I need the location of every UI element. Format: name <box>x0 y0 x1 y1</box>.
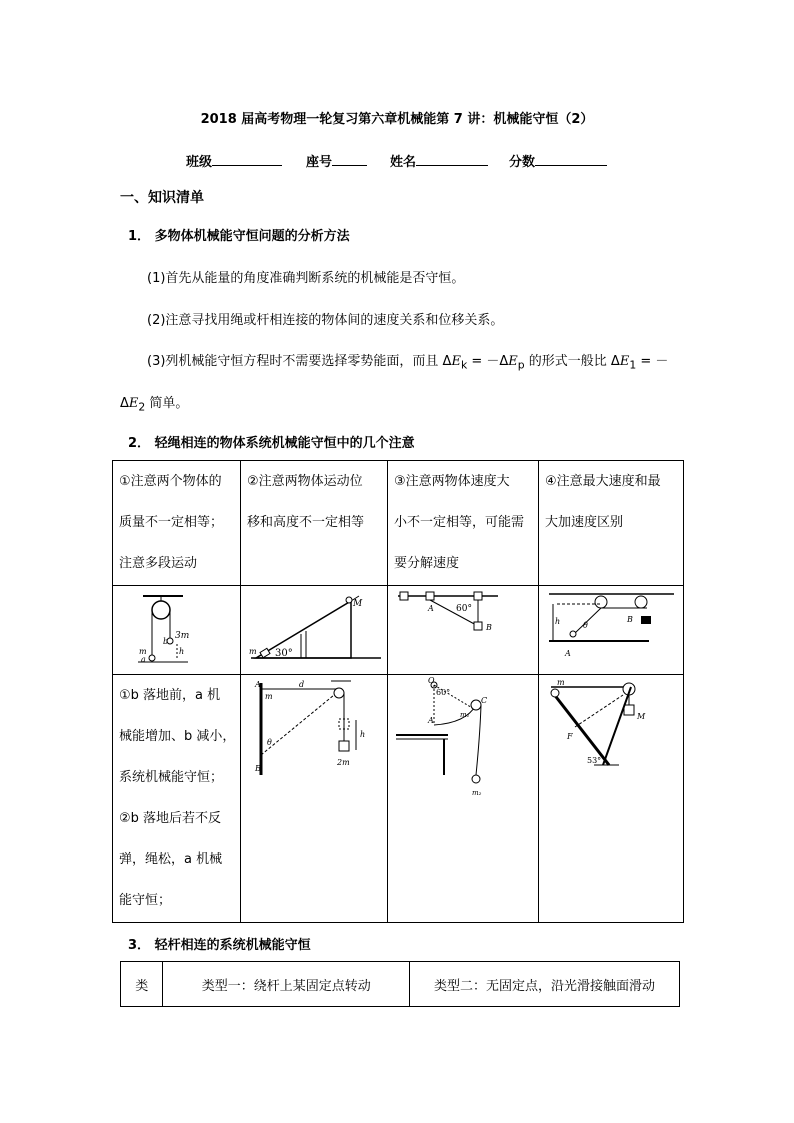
svg-text:B: B <box>255 764 261 773</box>
svg-text:2m: 2m <box>337 758 350 767</box>
item2-title: 2． 轻绳相连的物体系统机械能守恒中的几个注意 <box>128 436 415 451</box>
rope-system-table <box>112 460 684 923</box>
class-label: 班级 <box>186 155 213 170</box>
note-cell-3: ③注意两物体速度大 小不一定相等，可能需 要分解速度 <box>388 461 539 586</box>
svg-text:B: B <box>627 615 633 624</box>
note-cell-1: ①注意两个物体的 质量不一定相等； 注意多段运动 <box>113 461 241 586</box>
label-3m: 3m <box>175 631 190 641</box>
svg-text:B: B <box>486 623 492 632</box>
inclined-rod-figure <box>539 675 683 805</box>
section-heading: 一、知识清单 <box>120 190 204 206</box>
note-cell-2: ②注意两物体运动位 移和高度不一定相等 <box>241 461 388 586</box>
rod-slider-figure <box>388 586 538 670</box>
svg-text:A: A <box>255 680 261 689</box>
svg-text:60°: 60° <box>436 688 451 697</box>
name-field <box>390 151 488 170</box>
item1-p3-line2: $\Delta E_2$ 简单。 <box>120 396 189 414</box>
rod-table-col1: 类 <box>121 962 163 1007</box>
seat-field <box>306 151 367 170</box>
class-field <box>186 151 282 170</box>
svg-text:M: M <box>637 712 646 721</box>
svg-text:θ: θ <box>267 738 272 747</box>
rod-table-col2: 类型一：绕杆上某固定点转动 <box>163 962 410 1007</box>
item1-p3: (3)列机械能守恒方程时不需要选择零势能面，而且 $\Delta E_k = -\Delta E_p$ 的形式一般比 $\Delta E_1$ = － <box>147 354 669 372</box>
name-label: 姓名 <box>390 155 417 170</box>
name-blank[interactable] <box>416 153 488 166</box>
svg-text:53°: 53° <box>587 756 602 765</box>
svg-text:θ: θ <box>583 621 588 630</box>
svg-text:h: h <box>179 647 185 656</box>
seat-label: 座号 <box>306 155 333 170</box>
class-blank[interactable] <box>212 153 282 166</box>
pulley-figure <box>113 586 240 670</box>
svg-text:O: O <box>428 676 435 685</box>
svg-text:m₂: m₂ <box>472 789 482 797</box>
svg-text:F: F <box>567 732 573 741</box>
figure-cell-1 <box>113 586 241 675</box>
rod-system-table <box>120 961 680 1007</box>
svg-text:A: A <box>565 649 571 658</box>
score-field <box>509 151 607 170</box>
svg-text:C: C <box>481 696 488 705</box>
figure-cell-2 <box>241 586 388 675</box>
score-label: 分数 <box>509 155 536 170</box>
score-blank[interactable] <box>535 153 607 166</box>
svg-text:d: d <box>299 680 305 689</box>
seat-blank[interactable] <box>332 153 367 166</box>
item1-p1: (1)首先从能量的角度准确判断系统的机械能是否守恒。 <box>147 271 465 286</box>
svg-text:b: b <box>163 637 169 646</box>
vertical-rod-figure <box>241 675 387 805</box>
figure-cell-6 <box>388 675 539 923</box>
rod-table-col3: 类型二：无固定点，沿光滑接触面滑动 <box>409 962 679 1007</box>
item1-p2: (2)注意寻找用绳或杆相连接的物体间的速度关系和位移关系。 <box>147 313 504 328</box>
svg-text:m: m <box>557 678 565 687</box>
svg-text:a: a <box>141 655 146 664</box>
figure-cell-5 <box>241 675 388 923</box>
example-text-cell: ①b 落地前，a 机 械能增加、b 减小， 系统机械能守恒； ②b 落地后若不反 弹，绳松，a 机械 能守恒； <box>113 675 241 923</box>
ceiling-pulley-figure <box>539 586 683 670</box>
page-title: 2018 届高考物理一轮复习第六章机械能第 7 讲：机械能守恒（2） <box>200 112 594 127</box>
svg-text:A: A <box>428 716 434 725</box>
svg-text:h: h <box>555 617 561 626</box>
note-cell-4: ④注意最大速度和最 大加速度区别 <box>539 461 684 586</box>
figure-cell-4 <box>539 586 684 675</box>
item1-title: 1． 多物体机械能守恒问题的分析方法 <box>128 229 350 244</box>
svg-text:30°: 30° <box>275 648 293 659</box>
figure-cell-3 <box>388 586 539 675</box>
item3-title: 3． 轻杆相连的系统机械能守恒 <box>128 938 311 953</box>
svg-text:m: m <box>139 647 147 656</box>
figure-cell-7 <box>539 675 684 923</box>
svg-text:m: m <box>265 692 273 701</box>
svg-text:m₁: m₁ <box>460 711 470 719</box>
svg-text:M: M <box>353 599 363 609</box>
circular-track-figure <box>388 675 538 805</box>
svg-text:60°: 60° <box>456 604 472 614</box>
svg-text:h: h <box>360 730 366 739</box>
incline-figure <box>241 586 387 670</box>
svg-text:A: A <box>428 604 434 613</box>
svg-text:m: m <box>249 647 257 656</box>
